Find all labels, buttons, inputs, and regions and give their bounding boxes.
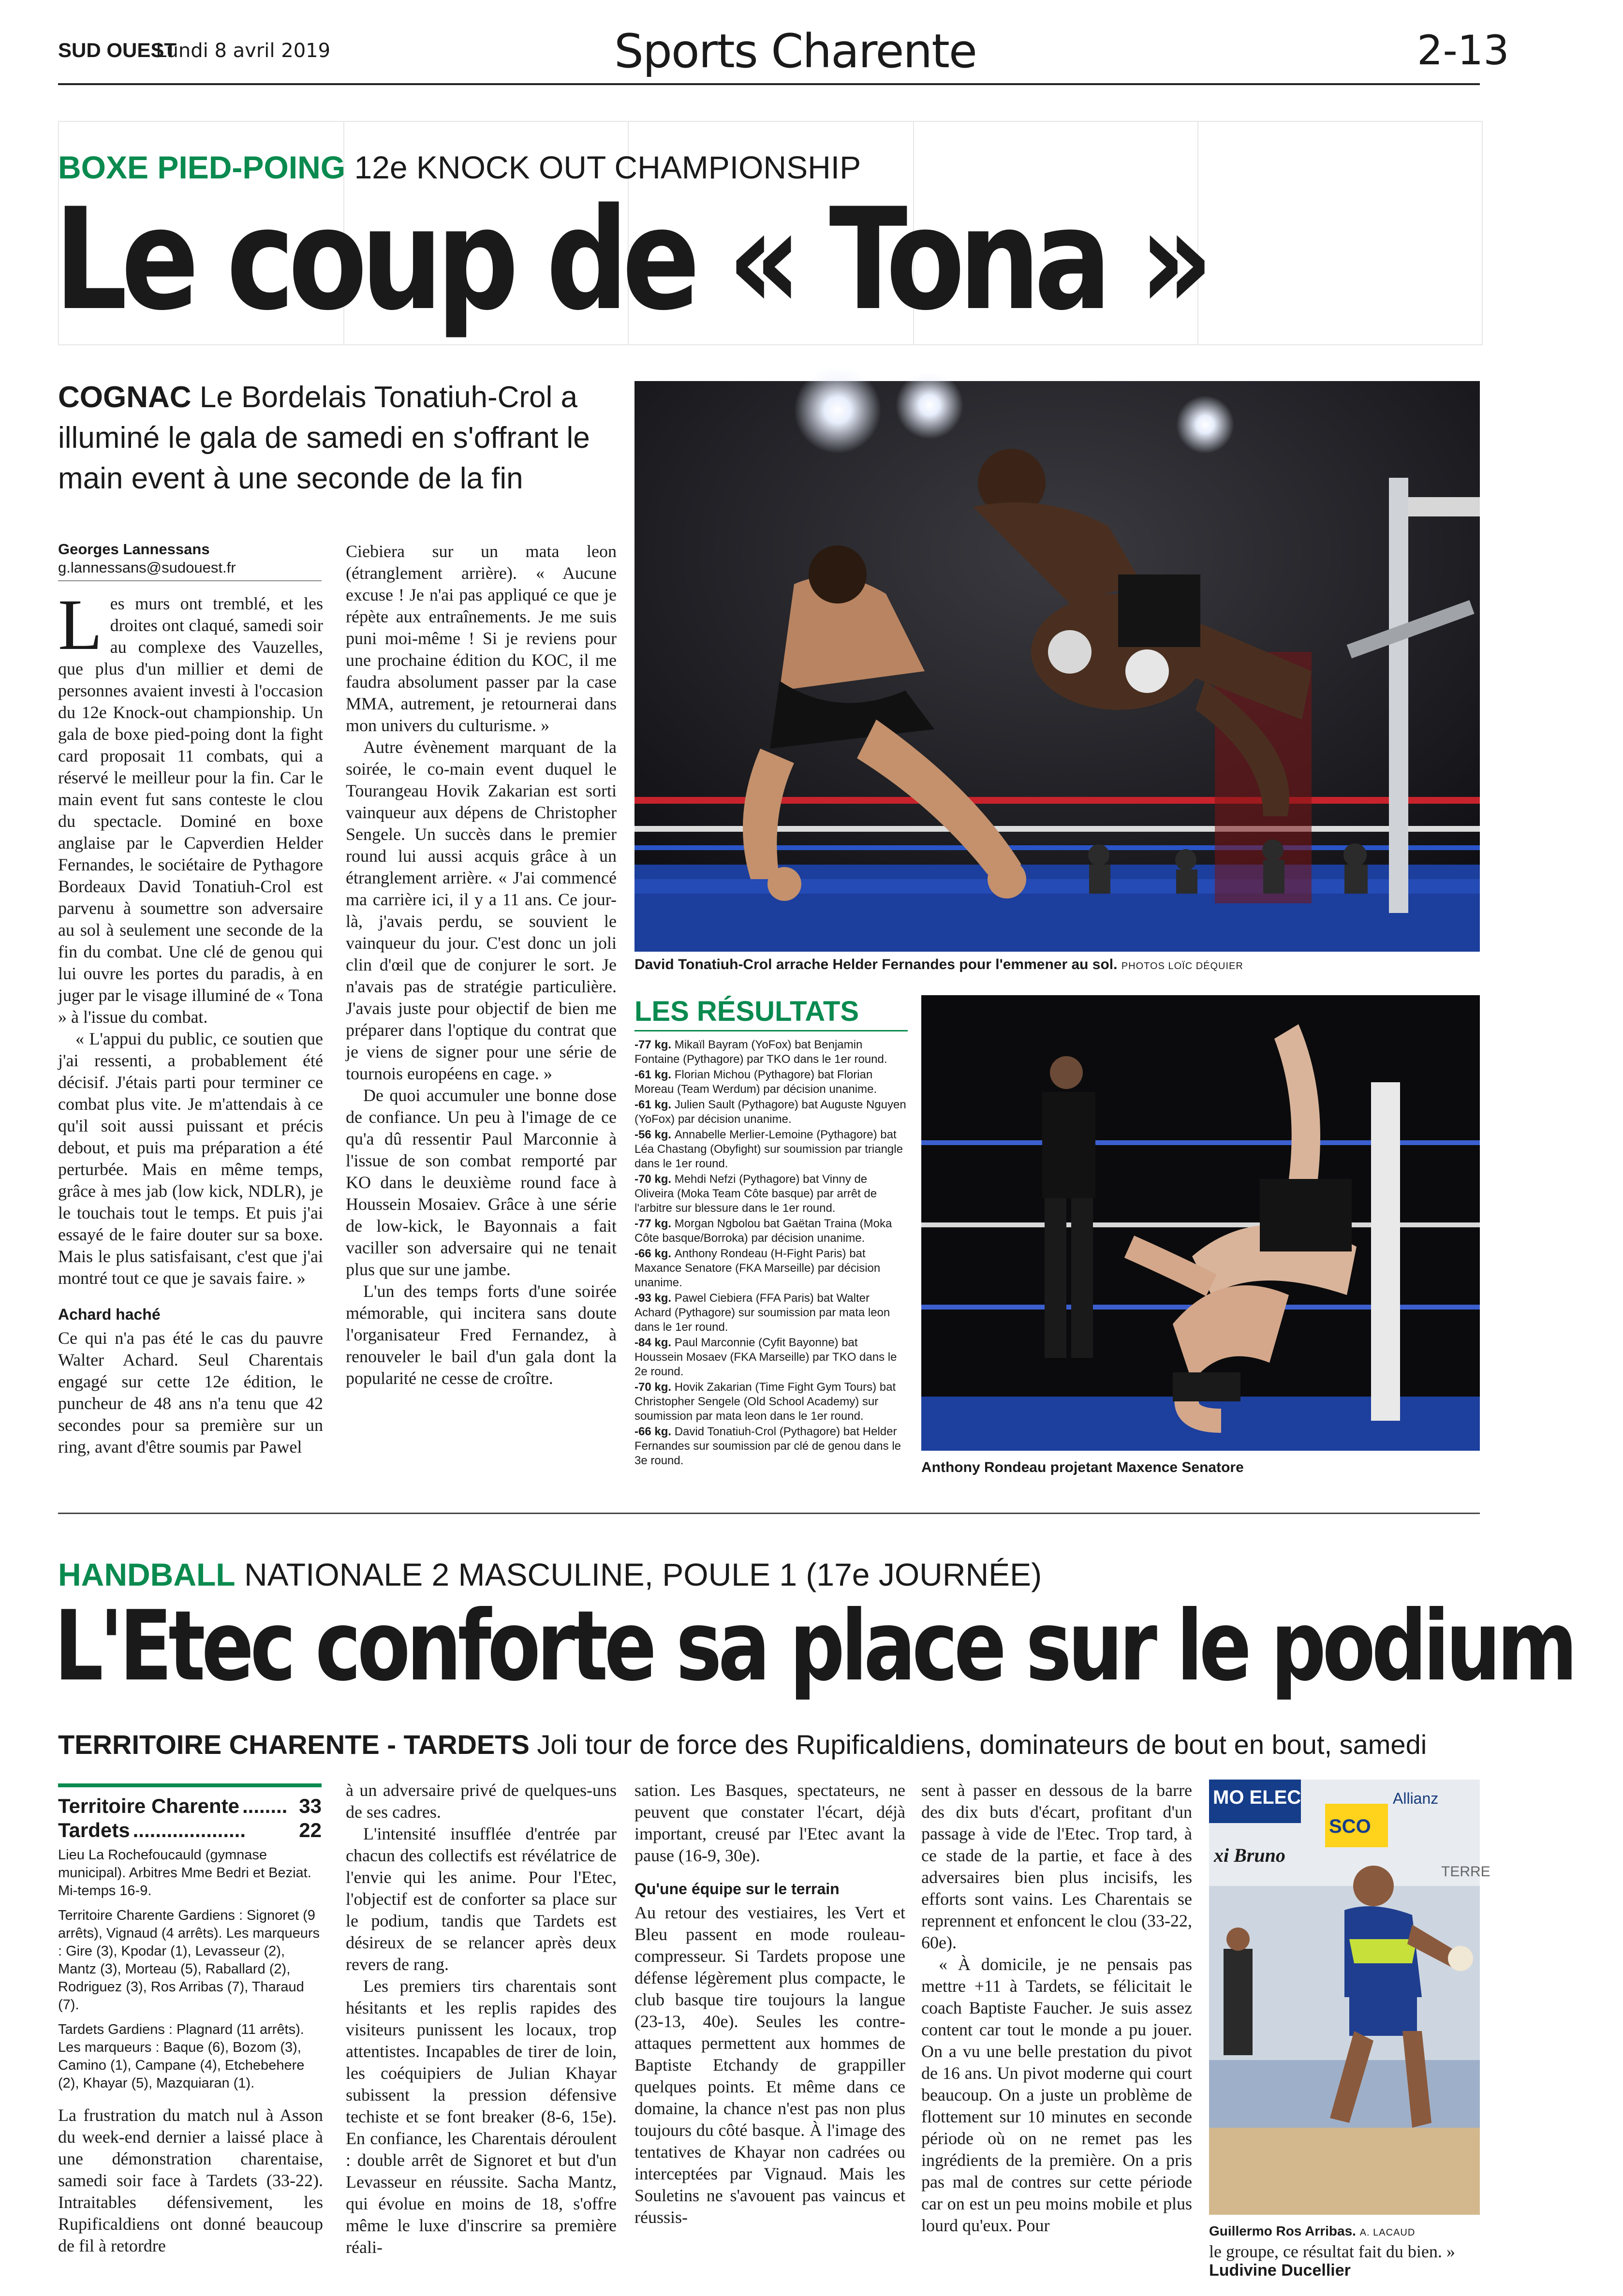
hand-column-2 — [346, 1780, 617, 2258]
hand-author: Ludivine Ducellier — [1209, 2261, 1351, 2280]
result-weight: -56 kg. — [634, 1128, 675, 1141]
result-item — [634, 1172, 908, 1216]
result-weight: -61 kg. — [634, 1098, 675, 1111]
issue-date: Lundi 8 avril 2019 — [156, 40, 331, 62]
result-text: Mehdi Nefzi (Pythagore) bat Vinny de Oliveira (Moka Team Côte basque) par arrêt de l'arbitre sur blessure dans le 1er round. — [634, 1173, 877, 1215]
score-box — [58, 1794, 322, 1842]
result-text: Julien Sault (Pythagore) bat Auguste Nguyen (YoFox) par décision unanime. — [634, 1098, 906, 1126]
paragraph: « À domicile, je ne pensais pas mettre +11 à Tardets, se félicitait le coach Baptiste Faucher. Je suis assez content car tout le monde a pu jouer. On a vu une belle prestation du pivot de 16 ans. Un pivot moderne qui court beaucoup. On a juste un problème de flottement sur 10 minutes en seconde période où on ne remet pas les ingrédients de la première. On a pris pas mal de contres sur cette période car on est un peu moins mobile et plus lourd qu'eux. Pour — [921, 1955, 1192, 2235]
photo-caption-main: David Tonatiuh-Crol arrache Helder Fernandes pour l'emmener au sol. PHOTOS LOÏC DÉQUIER — [634, 957, 1243, 972]
result-weight: -70 kg. — [634, 1173, 675, 1186]
result-text: David Tonatiuh-Crol (Pythagore) bat Helder Fernandes sur soumission par clé de genou dans le 3e round. — [634, 1425, 901, 1467]
result-weight: -70 kg. — [634, 1381, 675, 1394]
paragraph: Les murs ont tremblé, et les droites ont claqué, samedi soir au complexe des Vauzelles, que plus d'un millier et demi de personnes avaient investi à l'occasion du 12e Knock-out championship. Un gala de boxe pied-poing dont la fight card proposait 11 combats, qui a réservé le meilleur pour la fin. Car le main event fut sans conteste le clou du spectacle. Dominé en boxe anglaise par le Capverdien Helder Fernandes, le sociétaire de Pythagore Bordeaux David Tonatiuh-Crol est parvenu à soumettre son adversaire au sol à seulement une seconde de la fin du combat. Une clé de genou qui lui ouvre les portes du paradis, à en juger par le visage illuminé de « Tona » à l'issue du combat. — [58, 585, 323, 1027]
photo-credit: PHOTOS LOÏC DÉQUIER — [1121, 961, 1243, 971]
fight-photo-throw — [921, 995, 1480, 1451]
handball-photo — [1209, 1780, 1490, 2215]
hand-lead — [58, 1729, 1427, 1760]
boxe-author: Georges Lannessans — [58, 541, 210, 558]
score-row — [58, 1794, 322, 1818]
kicker-event: 12e KNOCK OUT CHAMPIONSHIP — [354, 149, 861, 185]
result-weight: -77 kg. — [634, 1217, 675, 1230]
kicker-competition: NATIONALE 2 MASCULINE, POULE 1 (17e JOURNÉE) — [244, 1557, 1042, 1592]
result-weight: -77 kg. — [634, 1038, 675, 1051]
dropcap: L — [58, 585, 103, 665]
lead-place: COGNAC — [58, 381, 192, 414]
section-rule — [58, 1513, 1480, 1514]
results-list — [634, 1038, 908, 1469]
lead-text: Le Bordelais Tonatiuh-Crol a illuminé le gala de samedi en s'offrant le main event à une seconde de la fin — [58, 381, 590, 495]
paragraph: La frustration du match nul à Asson du week-end dernier a laissé place à une démonstration charentaise, samedi soir face à Tardets (33-22). Intraitables défensivement, les Rupificaldiens ont donné beaucoup de fil à retordre — [58, 2105, 323, 2255]
author-rule — [58, 580, 322, 581]
result-weight: -66 kg. — [634, 1425, 675, 1438]
result-text: Hovik Zakarian (Time Fight Gym Tours) bat Christopher Sengele (Old School Academy) sur soumission par mata leon dans le 1er round. — [634, 1381, 896, 1423]
subheading: Achard haché — [58, 1306, 161, 1323]
results-title: LES RÉSULTATS — [634, 996, 859, 1027]
paragraph: De quoi accumuler une bonne dose de confiance. Un peu à l'image de ce qu'a dû ressentir Paul Marconnie à l'issue de son combat remporté par KO dans le deuxième round face à Houssein Mosaiev. Grâce à une série de low-kick, le Bayonnais a fait vaciller son adversaire qui ne tenait plus que sur une jambe. — [346, 1086, 617, 1279]
hand-kicker — [58, 1556, 1042, 1593]
result-weight: -61 kg. — [634, 1068, 675, 1081]
paragraph: Ce qui n'a pas été le cas du pauvre Walter Achard. Seul Charentais engagé sur cette 12e édition, le puncheur de 48 ans n'a tenu que 42 secondes pour sa première sur un ring, avant d'être soumis par Pawel — [58, 1328, 323, 1457]
result-weight: -93 kg. — [634, 1292, 675, 1305]
score-rule — [58, 1783, 322, 1787]
photo-caption-handball: Guillermo Ros Arribas. A. LACAUD — [1209, 2223, 1416, 2238]
paper-name: SUD OUEST — [58, 39, 177, 61]
fight-photo-main — [634, 381, 1480, 952]
photo-sign-4: Allianz — [1393, 1790, 1439, 1807]
paragraph: à un adversaire privé de quelques-uns de ses cadres. — [346, 1781, 617, 1822]
team-home-stats: Territoire Charente Gardiens : Signoret (9 arrêts), Vignaud (4 arrêts). Les marqueurs : Gire (3), Kpodar (1), Levasseur (2), Mantz (3), Morteau (5), Raballard (2), Rodriguez (3), Ros Arribas (7), Tharaud (7). — [58, 1908, 320, 2013]
boxe-author-email[interactable]: g.lannessans@sudouest.fr — [58, 559, 236, 576]
result-text: Florian Michou (Pythagore) bat Florian Moreau (Team Werdum) par décision unanime. — [634, 1068, 877, 1096]
photo-credit: A. LACAUD — [1359, 2227, 1416, 2238]
match-facts-box — [58, 1846, 323, 2092]
hand-column-1 — [58, 2105, 323, 2257]
team-score: 22 — [299, 1819, 322, 1841]
score-leader: .................... — [133, 1819, 246, 1841]
hand-column-4 — [921, 1780, 1192, 2237]
photo-sign-5: TERRE — [1441, 1864, 1490, 1880]
paragraph: sation. Les Basques, spectateurs, ne peuvent que constater l'écart, déjà important, creusé par l'Etec avant la pause (16-9, 30e). — [634, 1781, 905, 1865]
paragraph: Autre évènement marquant de la soirée, le co-main event duquel le Tourangeau Hovik Zakarian est sorti vainqueur aux dépens de Christopher Sengele. Un succès dans le premier round lui aussi acquis grâce à un étranglement arrière. « J'ai commencé ma carrière ici, il y a 11 ans. Ce jour-là, j'avais perdu, se souvient le vainqueur du jour. C'est donc un joli clin d'œil que de conjurer le sort. Je n'avais pas de stratégie particulière. J'avais juste pour objectif de bien me préparer dans l'optique du contrat que je viens de signer pour une série de tournois européens en cage. » — [346, 737, 617, 1083]
paragraph: Les premiers tirs charentais sont hésitants et les replis rapides des visiteurs punissent les locaux, trop attentistes. Incapables de tirer de loin, les coéquipiers de Julian Khayar subissent la pression défensive techiste et se font breaker (8-6, 15e). En confiance, les Charentais déroulent : double arrêt de Signoret et but d'un Levasseur en réussite. Sacha Mantz, qui évolue en moins de 18, s'offre même le luxe d'inscrire sa première réali- — [346, 1976, 617, 2257]
result-text: Paul Marconnie (Cyfit Bayonne) bat Houssein Mosaev (FKA Marseille) par TKO dans le 2e round. — [634, 1336, 897, 1378]
lead-place: TERRITOIRE CHARENTE - TARDETS — [58, 1729, 530, 1760]
team-away-stats: Tardets Gardiens : Plagnard (11 arrêts). Les marqueurs : Baque (6), Bozom (3), Camino (1), Campane (4), Etchebehere (2), Khayar (5), Mazquiaran (1). — [58, 2022, 305, 2091]
masthead-rule — [58, 83, 1480, 85]
result-item — [634, 1098, 908, 1127]
boxe-column-1 — [58, 585, 323, 1458]
subheading: Qu'une équipe sur le terrain — [634, 1880, 840, 1898]
hand-column-3 — [634, 1780, 905, 2228]
boxe-lead — [58, 377, 614, 499]
result-text: Mikaïl Bayram (YoFox) bat Benjamin Fontaine (Pythagore) par TKO dans le 1er round. — [634, 1038, 887, 1066]
result-text: Annabelle Merlier-Lemoine (Pythagore) bat Léa Chastang (Obyfight) sur soumission par triangle dans le 1er round. — [634, 1128, 903, 1170]
boxe-headline: Le coup de « Tona » — [54, 178, 1207, 341]
result-item — [634, 1380, 908, 1424]
paragraph: le groupe, ce résultat fait du bien. » — [1209, 2242, 1455, 2261]
result-item — [634, 1038, 908, 1067]
team-name: Tardets — [58, 1819, 130, 1841]
result-item — [634, 1217, 908, 1246]
result-item — [634, 1336, 908, 1379]
paragraph: « L'appui du public, ce soutien que j'ai ressenti, a probablement été décisif. J'étais parti pour terminer ce combat plus vite. Je m'attendais à ce qu'il soit aussi puissant et précis debout, et puis ma préparation a été perturbée. Mais en même temps, grâce à mes jab (low kick, NDLR), je le touchais tout le temps. Et puis j'ai essayé de le faire douter sur sa boxe. Mais le plus satisfaisant, c'est que j'ai montré tout ce que je savais faire. » — [58, 1029, 323, 1288]
result-item — [634, 1425, 908, 1468]
paragraph: Au retour des vestiaires, les Vert et Bleu passent en mode rouleau-compresseur. Si Tardets propose une défense légèrement plus compacte, le club basque tire toujours la langue (23-13, 40e). Seules les contre-attaques permettent aux hommes de Baptiste Etchandy de grappiller quelques points. Et même dans ce domaine, la chance n'est pas non plus toujours du côté basque. À l'image des tentatives de Khayar non cadrées ou interceptées par Vignaud. Mais les Souletins ne s'avouent pas vaincus et réussis- — [634, 1903, 905, 2227]
lead-text: Joli tour de force des Rupificaldiens, dominateurs de bout en bout, samedi — [537, 1729, 1427, 1760]
paragraph: L'un des temps forts d'une soirée mémorable, qui incitera sans doute l'organisateur Fred Fernandez, à renouveler le bail d'un gala dont la popularité ne cesse de croître. — [346, 1281, 617, 1388]
result-text: Morgan Ngbolou bat Gaëtan Traina (Moka Côte basque/Borroka) par décision unanime. — [634, 1217, 892, 1245]
score-leader: ........ — [242, 1795, 288, 1817]
match-facts: Lieu La Rochefoucauld (gymnase municipal). Arbitres Mme Bedri et Beziat. Mi-temps 16-9. — [58, 1847, 311, 1899]
result-text: Anthony Rondeau (H-Fight Paris) bat Maxance Senatore (FKA Marseille) par décision unanime. — [634, 1247, 881, 1289]
photo-sign-2: SCO — [1329, 1816, 1371, 1837]
result-text: Pawel Ciebiera (FFA Paris) bat Walter Achard (Pythagore) sur soumission par mata leon dans le 1er round. — [634, 1292, 890, 1334]
kicker-sport: HANDBALL — [58, 1557, 236, 1592]
photo-caption-throw: Anthony Rondeau projetant Maxence Senatore — [921, 1459, 1244, 1475]
paragraph: Ciebiera sur un mata leon (étranglement arrière). « Aucune excuse ! Je n'ai pas appliqué ce que je répète aux entraînements. Je me suis puni moi-même ! Si je reviens pour une prochaine édition du KOC, il me faudra absolument passer par la case MMA, autrement, je retournerai dans mon univers du culturisme. » — [346, 542, 617, 735]
hand-column-5 — [1209, 2241, 1480, 2263]
layout-guide — [1197, 121, 1483, 345]
section-title: Sports Charente — [614, 24, 976, 78]
photo-sign-3: xi Bruno — [1214, 1844, 1285, 1866]
result-weight: -66 kg. — [634, 1247, 675, 1260]
result-item — [634, 1247, 908, 1290]
result-item — [634, 1068, 908, 1097]
team-name: Territoire Charente — [58, 1795, 239, 1817]
result-item — [634, 1291, 908, 1335]
score-row — [58, 1818, 322, 1842]
results-rule — [634, 1030, 908, 1031]
result-weight: -84 kg. — [634, 1336, 675, 1349]
photo-sign-1: MO ELEC — [1213, 1787, 1301, 1808]
page-number: 2-13 — [1417, 27, 1509, 74]
hand-headline: L'Etec conforte sa place sur le podium — [54, 1590, 1574, 1703]
paragraph: sent à passer en dessous de la barre des dix buts d'écart, profitant d'un passage à vide de l'Etec. Trop tard, à ce stade de la partie, et face à des adversaires bien plus incisifs, les efforts sont vains. Les Charentais se reprennent et enfoncent le clou (33-22, 60e). — [921, 1781, 1192, 1952]
team-score: 33 — [299, 1795, 322, 1817]
kicker-sport: BOXE PIED-POING — [58, 149, 346, 185]
result-item — [634, 1128, 908, 1171]
paragraph: L'intensité insufflée d'entrée par chacun des collectifs est révélatrice de l'envie qui les anime. Pour l'Etec, l'objectif est de conforter sa place sur le podium, tandis que Tardets est désireux de se relancer après deux revers de rang. — [346, 1824, 617, 1974]
boxe-column-2 — [346, 541, 617, 1389]
